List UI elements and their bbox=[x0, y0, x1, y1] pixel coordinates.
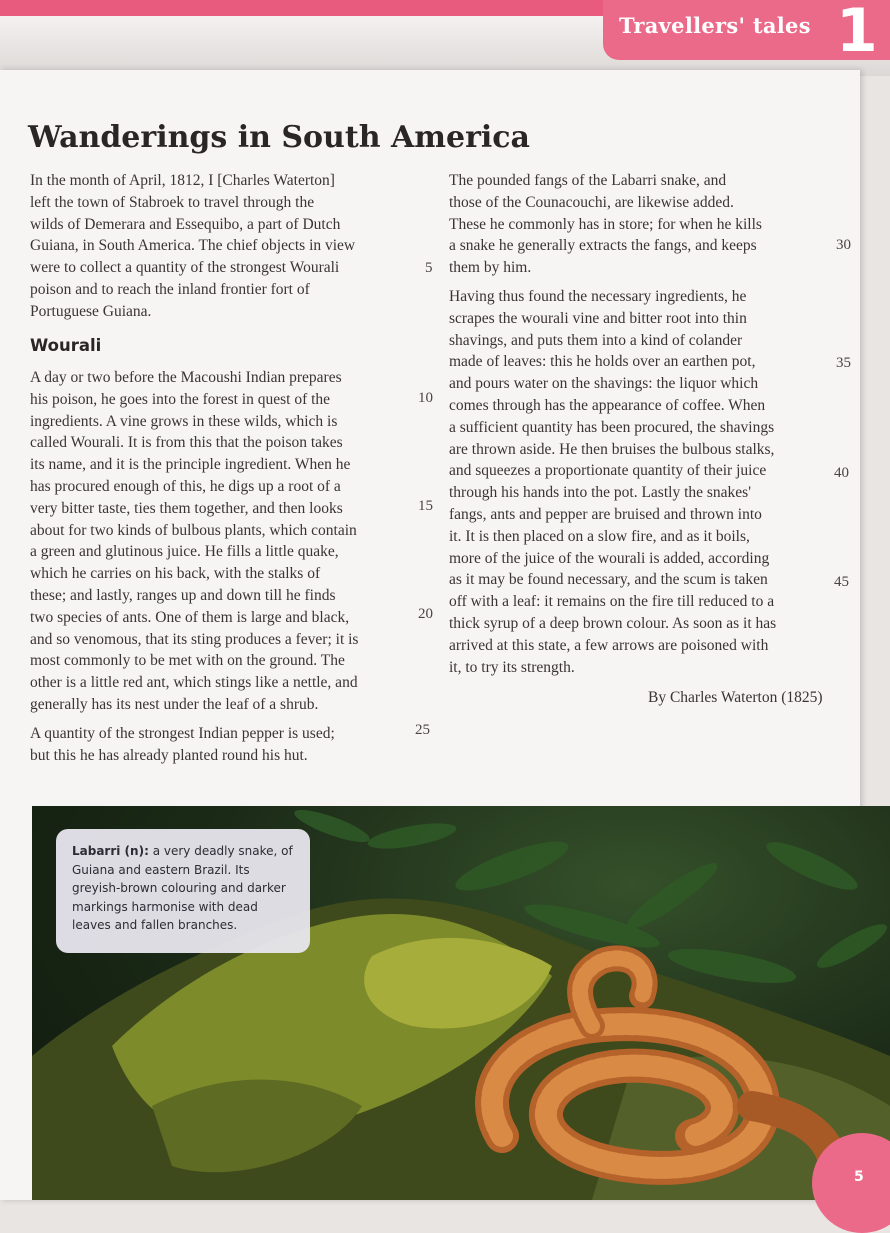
para1-paragraph bbox=[30, 367, 420, 716]
left-column-body bbox=[30, 367, 420, 773]
text-line: thick syrup of a deep brown colour. As soon as it has bbox=[449, 614, 777, 632]
text-line: more of the juice of the wourali is added, according bbox=[449, 549, 770, 567]
text-line: through his hands into the pot. Lastly the snakes' bbox=[449, 484, 751, 502]
text-line: off with a leaf: it remains on the fire till reduced to a bbox=[449, 593, 775, 611]
line-number-40: 40 bbox=[834, 465, 849, 481]
line-number-25: 25 bbox=[415, 722, 430, 738]
text-line: The pounded fangs of the Labarri snake, and bbox=[449, 172, 727, 189]
text-line: which he carries on his back, with the stalks of bbox=[30, 565, 321, 583]
intro-paragraph bbox=[30, 170, 410, 323]
text-line: and squeezes a proportionate quantity of their juice bbox=[449, 462, 767, 480]
line-number-15: 15 bbox=[418, 498, 433, 514]
text-line: and so venomous, that its sting produces a fever; it is bbox=[30, 630, 359, 648]
caption-box bbox=[56, 829, 310, 953]
right-column-body bbox=[449, 170, 829, 685]
text-line: comes through has the appearance of coffee. When bbox=[449, 396, 766, 414]
text-line: shavings, and puts them into a kind of colander bbox=[449, 331, 743, 349]
text-line: generally has its nest under the leaf of a shrub. bbox=[30, 695, 319, 713]
subheading: Wourali bbox=[30, 336, 102, 355]
text-line: are thrown aside. He then bruises the bulbous stalks, bbox=[449, 440, 775, 458]
text-line: ingredients. A vine grows in these wilds, which is bbox=[30, 412, 338, 430]
unit-number: 1 bbox=[836, 0, 878, 66]
line-number-30: 30 bbox=[836, 237, 851, 253]
text-line: Guiana, in South America. The chief objects in view bbox=[30, 237, 356, 255]
text-line: made of leaves: this he holds over an earthen pot, bbox=[449, 353, 756, 371]
text-line: but this he has already planted round his hut. bbox=[30, 746, 308, 764]
text-line: other is a little red ant, which stings like a nettle, and bbox=[30, 674, 358, 692]
para4-paragraph bbox=[449, 286, 829, 678]
top-color-strip bbox=[0, 0, 610, 16]
section-label: Travellers' tales bbox=[619, 13, 811, 38]
text-line: a sufficient quantity has been procured, the shavings bbox=[449, 418, 775, 436]
text-line: has procured enough of this, he digs up a root of a bbox=[30, 477, 341, 495]
text-line: these; and lastly, ranges up and down till he finds bbox=[30, 586, 336, 604]
section-tab bbox=[603, 0, 890, 66]
text-line: very bitter taste, ties them together, and then looks bbox=[30, 499, 343, 517]
text-line: were to collect a quantity of the strongest Wourali bbox=[30, 259, 340, 277]
text-line: his poison, he goes into the forest in quest of the bbox=[30, 390, 331, 408]
text-line: poison and to reach the inland frontier fort of bbox=[30, 280, 310, 298]
text-line: arrived at this state, a few arrows are poisoned with bbox=[449, 636, 769, 654]
text-line: about for two kinds of bulbous plants, which contain bbox=[30, 521, 357, 539]
text-line: as it may be found necessary, and the scum is taken bbox=[449, 571, 768, 589]
para2-paragraph bbox=[30, 723, 420, 767]
text-line: called Wourali. It is from this that the poison takes bbox=[30, 434, 343, 452]
text-line: In the month of April, 1812, I [Charles Waterton] bbox=[30, 172, 335, 189]
text-line: it. It is then placed on a slow fire, and as it boils, bbox=[449, 527, 750, 545]
text-line: and pours water on the shavings: the liquor which bbox=[449, 375, 759, 393]
text-line: These he commonly has in store; for when he kills bbox=[449, 215, 762, 233]
caption-definition: a very deadly snake, of Guiana and eastern Brazil. Its greyish-brown colouring and darker markings harmonise with dead leaves and fallen branches. bbox=[72, 844, 293, 932]
text-line: two species of ants. One of them is large and black, bbox=[30, 608, 350, 626]
text-line: A quantity of the strongest Indian pepper is used; bbox=[30, 724, 335, 742]
line-number-45: 45 bbox=[834, 574, 849, 590]
article-title: Wanderings in South America bbox=[28, 120, 530, 155]
text-line: A day or two before the Macoushi Indian prepares bbox=[30, 369, 342, 386]
line-number-35: 35 bbox=[836, 355, 851, 371]
intro-paragraph bbox=[30, 170, 410, 330]
line-number-10: 10 bbox=[418, 390, 433, 406]
text-line: wilds of Demerara and Essequibo, a part of Dutch bbox=[30, 215, 341, 233]
byline: By Charles Waterton (1825) bbox=[648, 689, 823, 706]
line-number-20: 20 bbox=[418, 606, 433, 622]
caption-term: Labarri (n): bbox=[72, 844, 149, 858]
text-line: them by him. bbox=[449, 259, 532, 277]
text-line: those of the Counacouchi, are likewise added. bbox=[449, 193, 734, 211]
text-line: fangs, ants and pepper are bruised and thrown into bbox=[449, 505, 762, 523]
text-line: a green and glutinous juice. He fills a little quake, bbox=[30, 543, 339, 561]
text-line: most commonly to be met with on the ground. The bbox=[30, 652, 345, 670]
text-line: Portuguese Guiana. bbox=[30, 302, 152, 320]
text-line: it, to try its strength. bbox=[449, 658, 575, 676]
text-line: Having thus found the necessary ingredients, he bbox=[449, 287, 747, 305]
text-line: its name, and it is the principle ingredient. When he bbox=[30, 456, 351, 474]
page-number: 5 bbox=[854, 1169, 864, 1185]
para3-paragraph bbox=[449, 170, 829, 279]
text-line: scrapes the wourali vine and bitter root into thin bbox=[449, 309, 747, 327]
text-line: left the town of Stabroek to travel through the bbox=[30, 193, 315, 211]
line-number-5: 5 bbox=[425, 260, 433, 276]
text-line: a snake he generally extracts the fangs, and keeps bbox=[449, 237, 757, 255]
